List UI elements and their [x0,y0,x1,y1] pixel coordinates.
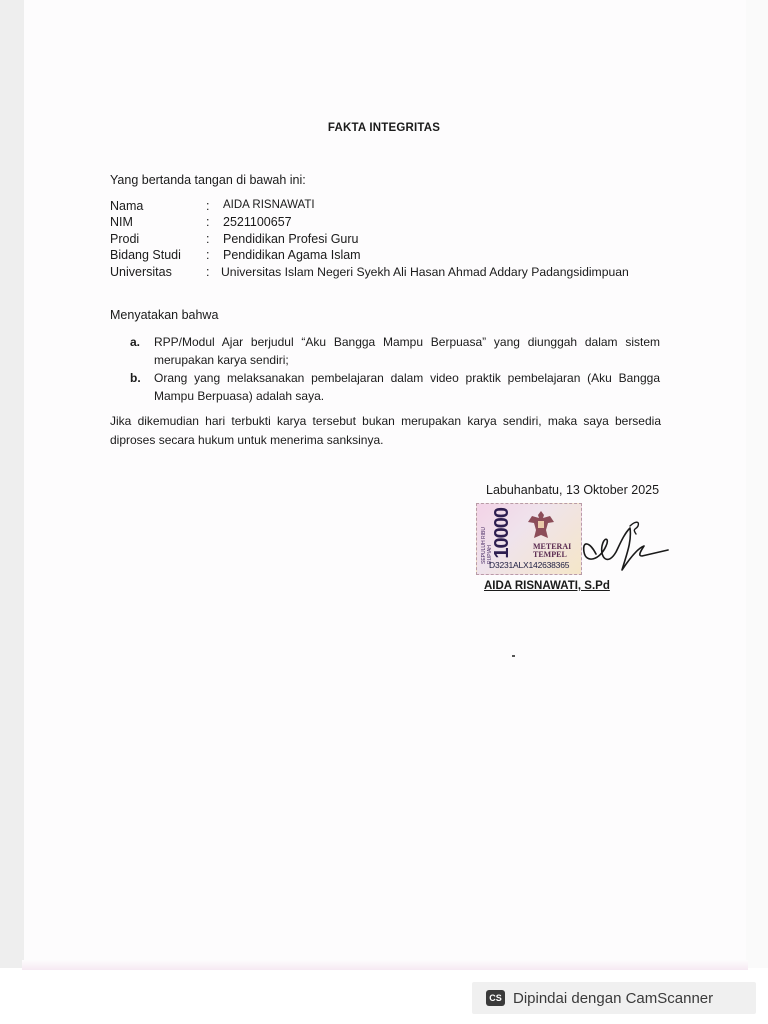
field-value: Universitas Islam Negeri Syekh Ali Hasan Ahmad Addary Padangsidimpuan [221,265,629,279]
field-label: Prodi [110,232,140,246]
place-date: Labuhanbatu, 13 Oktober 2025 [486,483,660,497]
item-letter: b. [130,371,141,385]
item-letter: a. [130,335,141,349]
camscanner-watermark [472,982,756,1014]
field-colon: : [206,265,210,279]
scan-speck [512,655,515,657]
field-value: AIDA RISNAWATI [223,199,315,211]
closing-paragraph: Jika dikemudian hari terbukti karya tersebut bukan merupakan karya sendiri, maka saya bersedia diproses secara hukum untuk menerima sanksinya. [110,414,661,447]
stamp-serial: D3231ALX142638365 [489,560,570,570]
field-value: Pendidikan Profesi Guru [223,232,359,246]
document-title: FAKTA INTEGRITAS [327,122,441,134]
field-colon: : [206,232,210,246]
statement-item-b [130,369,662,405]
camscanner-logo-icon: CS [486,990,505,1006]
field-value: 2521100657 [223,215,292,229]
stamp-label-line1: METERAI [533,542,572,551]
statement-item-a [130,333,662,369]
item-text: Orang yang melaksanakan pembelajaran dalam video praktik pembelajaran (Aku Bangga Mampu Berpuasa) adalah saya. [154,371,660,403]
statement-heading: Menyatakan bahwa [110,308,219,322]
stamp-value: 10000 [491,508,513,559]
field-value: Pendidikan Agama Islam [223,248,361,262]
intro-text: Yang bertanda tangan di bawah ini: [110,173,306,187]
stamp-label-line2: TEMPEL [533,550,567,559]
page-edge [746,0,768,968]
field-label: Bidang Studi [110,248,181,262]
garuda-emblem-icon [524,508,558,542]
field-label: Universitas [110,265,172,279]
field-colon: : [206,199,210,213]
field-label: Nama [110,199,144,213]
signer-name: AIDA RISNAWATI, S.Pd [484,580,610,592]
camscanner-text: Dipindai dengan CamScanner [513,989,714,1007]
item-text: RPP/Modul Ajar berjudul “Aku Bangga Mampu Berpuasa” yang diunggah dalam sistem merupakan karya sendiri; [154,335,660,367]
page-bottom-edge [22,960,748,970]
field-colon: : [206,215,210,229]
field-label: NIM [110,215,133,229]
handwritten-signature [560,512,670,578]
field-colon: : [206,248,210,262]
stamp-side-text: SEPULUH RIBU RUPIAH [481,527,493,564]
